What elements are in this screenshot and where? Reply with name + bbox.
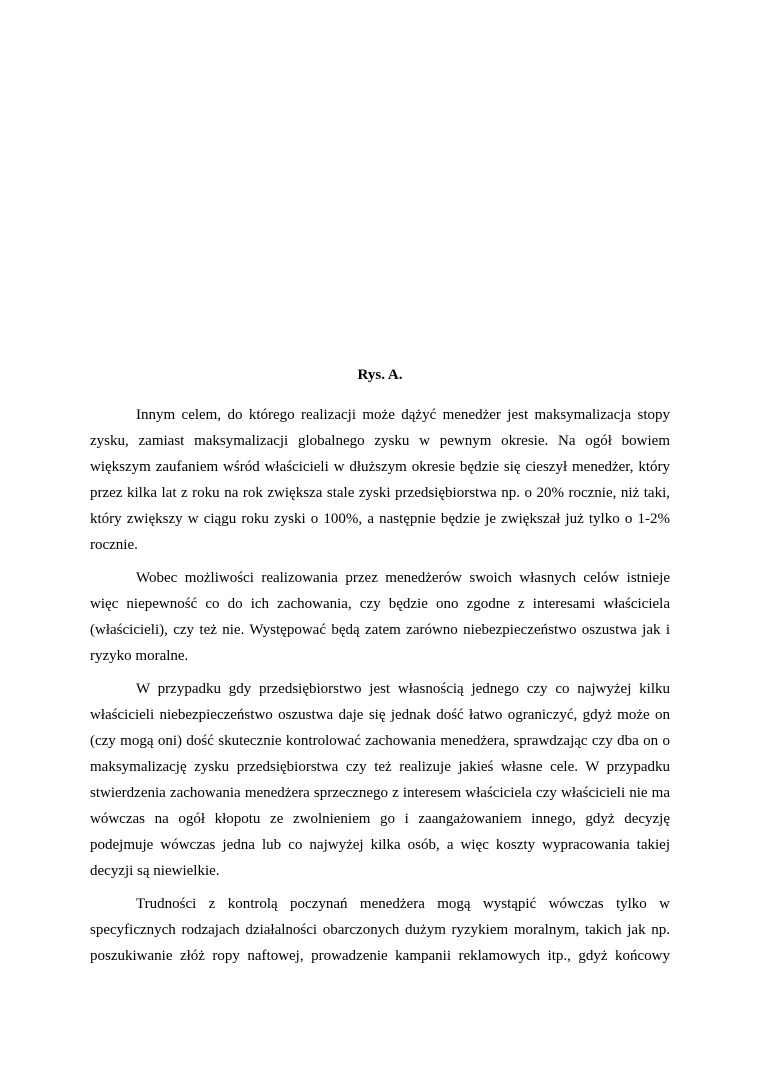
figure-caption: Rys. A. — [357, 367, 403, 383]
paragraph: Trudności z kontrolą poczynań menedżera mogą wystąpić wówczas tylko w specyficznych rodzajach działalności obarczonych dużym ryzykiem moralnym, takich jak np. poszukiwanie złóż ropy naftowej, prowadzenie kampanii reklamowych itp., gdyż końcowy — [90, 896, 670, 964]
paragraph: Innym celem, do którego realizacji może dążyć menedżer jest maksymalizacja stopy zysku, zamiast maksymalizacji globalnego zysku w pewnym okresie. Na ogół bowiem większym zaufaniem wśród właścicieli w dłuższym okresie będzie się cieszył menedżer, który przez kilka lat z roku na rok zwiększa stale zyski przedsiębiorstwa np. o 20% rocznie, niż taki, który zwiększy w ciągu roku zyski o 100%, a następnie będzie je zwiększał już tylko o 1-2% rocznie. — [90, 407, 670, 553]
body-text — [90, 402, 670, 976]
paragraph: W przypadku gdy przedsiębiorstwo jest własnością jednego czy co najwyżej kilku właścicieli niebezpieczeństwo oszustwa daje się jednak dość łatwo ograniczyć, gdyż może on (czy mogą oni) dość skutecznie kontrolować zachowania menedżera, sprawdzając czy dba on o maksymalizację zysku przedsiębiorstwa czy też realizuje jakieś własne cele. W przypadku stwierdzenia zachowania menedżera sprzecznego z interesem właściciela czy właścicieli nie ma wówczas na ogół kłopotu ze zwolnieniem go i zaangażowaniem innego, gdyż decyzję podejmuje wówczas jedna lub co najwyżej kilka osób, a więc koszty wypracowania takiej decyzji są niewielkie. — [90, 681, 670, 879]
paragraph: Wobec możliwości realizowania przez menedżerów swoich własnych celów istnieje więc niepewność co do ich zachowania, czy będzie ono zgodne z interesami właściciela (właścicieli), czy też nie. Występować będą zatem zarówno niebezpieczeństwo oszustwa jak i ryzyko moralne. — [90, 570, 670, 664]
